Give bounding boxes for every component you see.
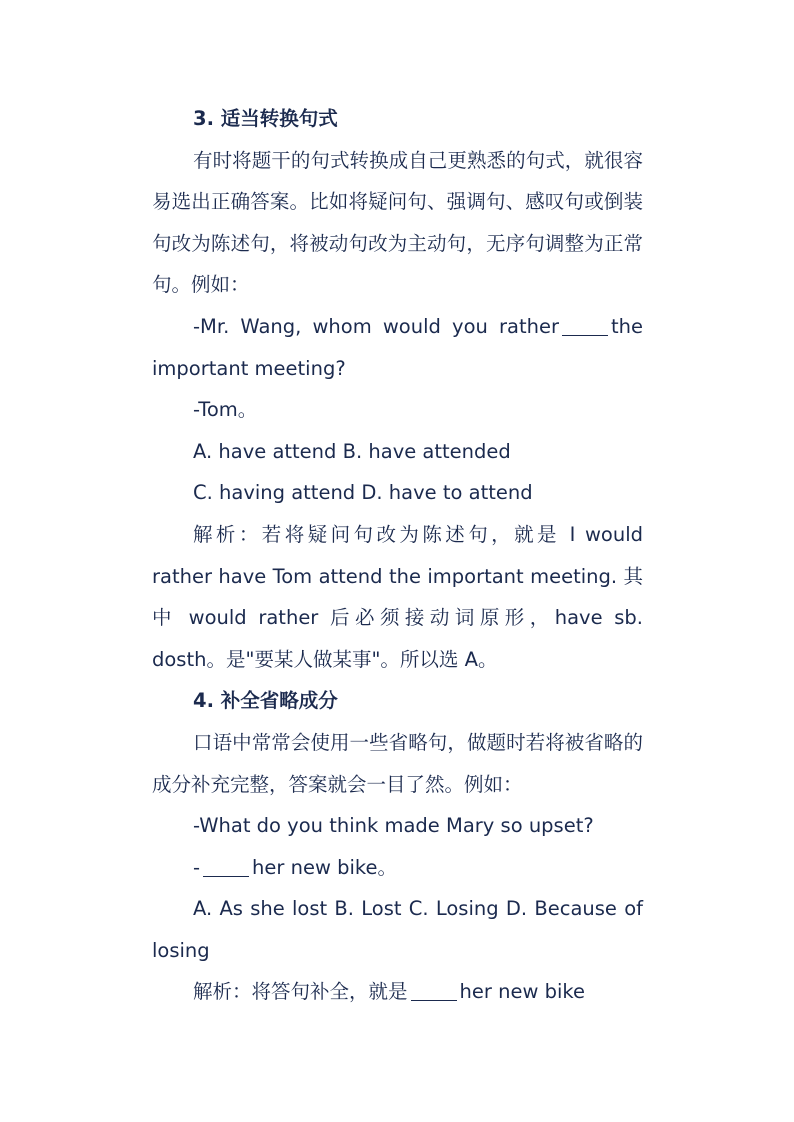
section-3-intro-paragraph: 有时将题干的句式转换成自己更熟悉的句式，就很容易选出正确答案。比如将疑问句、强调句、感叹句或倒装句改为陈述句，将被动句改为主动句，无序句调整为正常句。例如： [152, 148, 643, 297]
example-2-reply-dash: - [193, 855, 201, 879]
example-2-analysis-start: 解析：将答句补全，就是 [193, 980, 408, 1004]
document-page [152, 98, 643, 1013]
fill-in-blank [411, 981, 457, 1002]
example-2-reply-end: her new bike。 [252, 855, 398, 879]
section-3-heading: 3. 适当转换句式 [193, 107, 338, 130]
example-1-options-ab: A. have attend B. have attended [193, 439, 511, 463]
example-1-question-start: -Mr. Wang, whom would you rather [193, 314, 559, 338]
example-2-options: A. As she lost B. Lost C. Losing D. Because of losing [152, 897, 643, 962]
example-2-analysis [152, 971, 643, 1013]
example-1-options-cd: C. having attend D. have to attend [193, 481, 533, 505]
example-2-analysis-end: her new bike [459, 980, 585, 1004]
example-1-question [152, 306, 643, 389]
example-1-analysis: 解析：若将疑问句改为陈述句，就是 I would rather have Tom attend the important meeting. 其中 would rather 后必须接动词原形，have sb. dosth。是"要某人做某事"。所以选 A。 [152, 522, 643, 671]
example-1-question-end: the important meeting? [152, 314, 643, 380]
section-4-intro-paragraph: 口语中常常会使用一些省略句，做题时若将被省略的成分补充完整，答案就会一目了然。例如： [152, 730, 643, 796]
example-1-answer: -Tom。 [193, 398, 258, 422]
example-2-reply [152, 847, 643, 889]
example-2-question: -What do you think made Mary so upset? [193, 814, 594, 838]
section-4-heading: 4. 补全省略成分 [193, 689, 338, 713]
fill-in-blank [203, 856, 249, 877]
fill-in-blank [562, 315, 608, 336]
